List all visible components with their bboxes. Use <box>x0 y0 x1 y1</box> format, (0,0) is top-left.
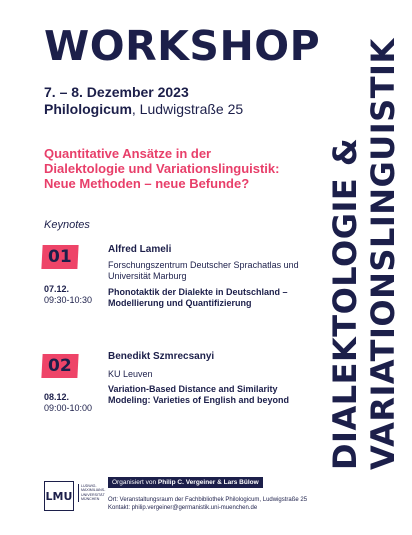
event-location: Ort: Veranstaltungsraum der Fachbibliothek Philologicum, Ludwigstraße 25 <box>108 497 308 503</box>
contact-email: Kontakt: philip.vergeiner@germanistik.uni-muenchen.de <box>108 505 258 511</box>
lmu-logo: LMU <box>44 481 74 511</box>
keynote-time: 09:30-10:30 <box>44 295 93 305</box>
keynote-talk-title: Variation-Based Distance and Similarity Modeling: Varieties of English and beyond <box>108 384 290 405</box>
keynote-number-badge: 02 <box>41 354 78 378</box>
venue-name: Philologicum <box>44 101 132 117</box>
university-name: LUDWIG-MAXIMILIANS-UNIVERSITÄT MÜNCHEN <box>78 484 106 502</box>
event-venue <box>44 101 243 117</box>
keynote-day: 07.12. <box>44 284 70 294</box>
side-title-line-1: DIALEKTOLOGIE & <box>326 137 364 470</box>
organized-prefix: Organisiert von <box>112 479 158 486</box>
keynote-talk-title: Phonotaktik der Dialekte in Deutschland – Modellierung und Quantifizierung <box>108 287 288 308</box>
keynote-number-badge: 01 <box>41 245 78 269</box>
organizers-names: Philip C. Vergeiner & Lars Bülow <box>157 479 259 486</box>
workshop-title: WORKSHOP <box>44 22 321 70</box>
venue-address: , Ludwigstraße 25 <box>131 101 244 117</box>
keynotes-label: Keynotes <box>44 219 90 231</box>
side-title <box>326 30 402 470</box>
keynote-date <box>44 392 92 414</box>
keynote-speaker: Alfred Lameli <box>108 244 172 255</box>
keynote-speaker: Benedikt Szmrecsanyi <box>108 351 215 362</box>
keynote-affiliation: Forschungszentrum Deutscher Sprachatlas und Universität Marburg <box>108 260 299 281</box>
organizers-banner <box>108 477 263 488</box>
keynote-time: 09:00-10:00 <box>44 403 93 413</box>
workshop-subtitle: Quantitative Ansätze in der Dialektologie und Variationslinguistik: Neue Methoden – neue Befunde? <box>44 146 280 191</box>
keynote-day: 08.12. <box>44 392 70 402</box>
side-title-line-2: VARIATIONSLINGUISTIK <box>364 38 402 470</box>
event-date: 7. – 8. Dezember 2023 <box>44 84 189 100</box>
keynote-affiliation: KU Leuven <box>108 369 153 379</box>
keynote-date <box>44 284 92 306</box>
